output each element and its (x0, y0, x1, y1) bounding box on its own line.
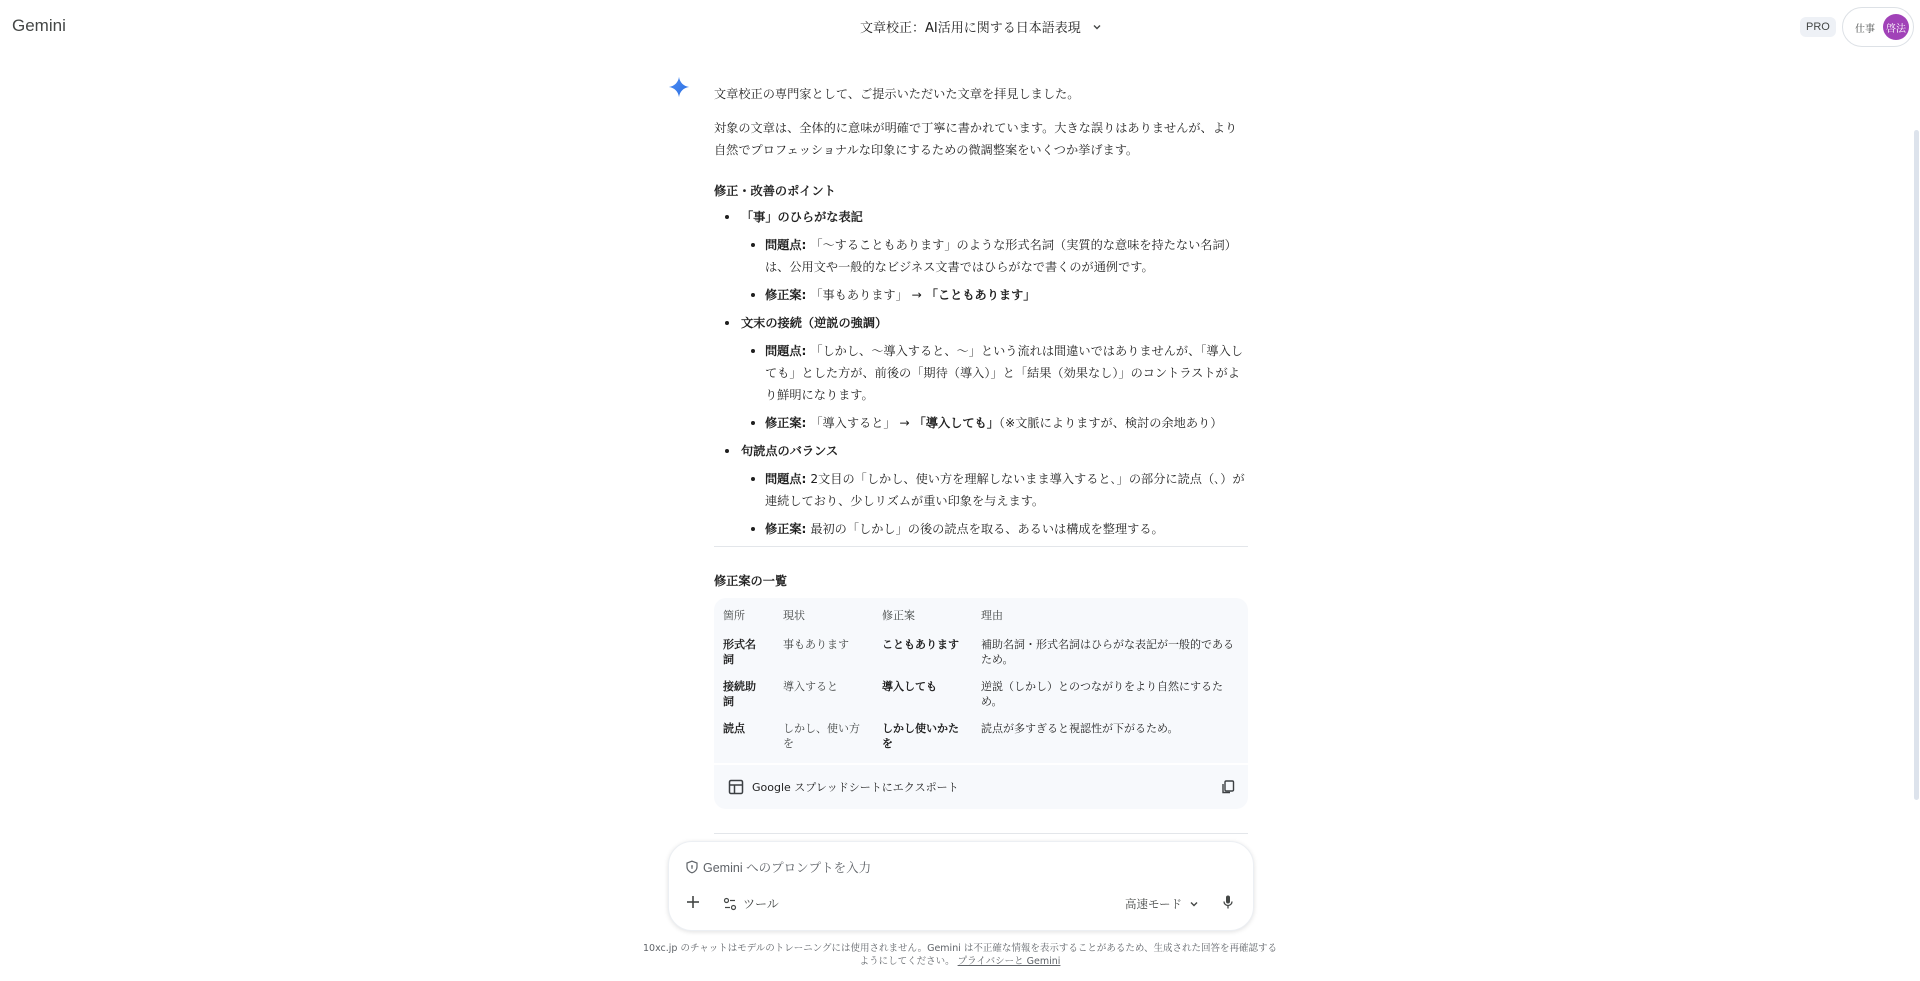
point-item (714, 206, 1248, 306)
conversation-title-menu[interactable] (860, 17, 1103, 36)
cell-reason: 補助名詞・形式名詞はひらがな表記が一般的であるため。 (981, 638, 1234, 666)
privacy-link[interactable]: プライバシーと Gemini (957, 956, 1061, 967)
tools-button[interactable] (723, 895, 779, 912)
account-switcher[interactable] (1842, 7, 1914, 47)
column-header: 箇所 (723, 609, 745, 622)
point-fix (741, 284, 1248, 306)
mode-selector[interactable] (1125, 896, 1200, 912)
points-list (714, 206, 1248, 540)
table-heading: 修正案の一覧 (714, 574, 788, 588)
response-intro: 文章校正の専門家として、ご提示いただいた文章を拝見しました。 (714, 87, 1080, 101)
cell-suggestion: しかし使いかたを (882, 722, 959, 750)
point-title: 文末の接続（逆説の強調） (741, 316, 888, 330)
table-row (714, 673, 1248, 715)
prompt-placeholder: Gemini へのプロンプトを入力 (703, 861, 872, 875)
chevron-down-icon (1188, 898, 1200, 910)
tools-label: ツール (743, 897, 779, 911)
point-item (714, 440, 1248, 540)
point-fix (741, 518, 1248, 540)
fix-label: 修正案: (765, 416, 807, 430)
point-issue (741, 234, 1248, 278)
points-heading: 修正・改善のポイント (714, 184, 836, 198)
cell-reason: 逆説（しかし）とのつながりをより自然にするため。 (981, 680, 1223, 708)
column-header: 現状 (783, 609, 805, 622)
scrollbar[interactable] (1914, 130, 1919, 800)
column-header: 理由 (981, 609, 1003, 622)
table-row (714, 631, 1248, 673)
section-divider (714, 833, 1248, 834)
plan-badge: PRO (1800, 17, 1836, 37)
fix-before: 「導入すると」 → (810, 416, 910, 430)
microphone-button[interactable] (1221, 894, 1235, 910)
revision-table (714, 598, 1248, 763)
table-row (714, 715, 1248, 757)
export-to-sheets-button[interactable] (728, 779, 959, 795)
point-issue (741, 468, 1248, 512)
footer-disclaimer (640, 942, 1280, 968)
point-item (714, 312, 1248, 434)
issue-text: 「〜することもあります」のような形式名詞（実質的な意味を持たない名詞）は、公用文や一般的なビジネス文書ではひらがなで書くのが通例です。 (765, 238, 1237, 274)
cell-current: しかし、使い方を (783, 722, 860, 750)
chevron-down-icon (1091, 21, 1103, 33)
microphone-icon (1221, 894, 1235, 910)
disclaimer-text: 10xc.jp のチャットはモデルのトレーニングには使用されません。Gemini は不正確な情報を表示することがあるため、生成された回答を再確認するようにしてください。 (643, 943, 1277, 967)
shield-icon (685, 860, 699, 874)
point-title: 「事」のひらがな表記 (741, 210, 863, 224)
issue-text: 2文目の「しかし、使い方を理解しないまま導入すると､」の部分に読点（､）が連続しており、少しリズムが重い印象を与えます。 (765, 472, 1245, 508)
issue-label: 問題点: (765, 344, 807, 358)
tools-icon (723, 897, 737, 911)
copy-icon[interactable] (1220, 779, 1236, 795)
export-label: Google スプレッドシートにエクスポート (752, 781, 959, 794)
table-header-row (714, 600, 1248, 631)
cell-current: 事もあります (783, 638, 849, 651)
point-fix (741, 412, 1248, 434)
cell-location: 読点 (723, 722, 745, 735)
response-summary: 対象の文章は、全体的に意味が明確で丁寧に書かれています。大きな誤りはありませんが、より自然でプロフェッショナルな印象にするための微調整案をいくつか挙げます。 (714, 121, 1238, 157)
top-bar (0, 0, 1920, 54)
column-header: 修正案 (882, 609, 915, 622)
conversation-title: 文章校正：AI活用に関する日本語表現 (860, 21, 1081, 36)
cell-suggestion: 導入しても (882, 680, 937, 693)
fix-label: 修正案: (765, 288, 807, 302)
prompt-input[interactable] (685, 858, 871, 876)
prompt-box (668, 841, 1254, 931)
cell-suggestion: こともあります (882, 638, 959, 651)
cell-current: 導入すると (783, 680, 838, 693)
avatar[interactable]: 啓法 (1883, 14, 1909, 40)
fix-after: 「こともあります」 (925, 288, 1036, 302)
workspace-label: 仕事 (1855, 23, 1875, 35)
point-issue (741, 340, 1248, 406)
cell-location: 接続助詞 (723, 680, 756, 708)
add-button[interactable] (685, 894, 701, 910)
point-title: 句読点のバランス (741, 444, 839, 458)
issue-label: 問題点: (765, 238, 807, 252)
fix-before: 最初の「しかし」の後の読点を取る、あるいは構成を整理する。 (810, 522, 1164, 536)
table-icon (728, 779, 744, 795)
issue-label: 問題点: (765, 472, 807, 486)
cell-location: 形式名詞 (723, 638, 756, 666)
plus-icon (685, 894, 701, 910)
fix-before: 「事もあります」 → (810, 288, 922, 302)
mode-label: 高速モード (1125, 897, 1183, 911)
gemini-spark-icon (668, 76, 690, 98)
section-divider (714, 546, 1248, 547)
fix-after: 「導入しても」 (913, 416, 999, 430)
brand-logo[interactable]: Gemini (12, 16, 66, 35)
fix-note: （※文脈によりますが、検討の余地あり） (998, 416, 1223, 430)
fix-label: 修正案: (765, 522, 807, 536)
issue-text: 「しかし、〜導入すると、〜」という流れは間違いではありませんが、「導入しても」とした方が、前後の「期待（導入）」と「結果（効果なし）」のコントラストがより鮮明になります。 (765, 344, 1243, 402)
table-actions (714, 765, 1248, 809)
cell-reason: 読点が多すぎると視認性が下がるため。 (981, 722, 1179, 735)
